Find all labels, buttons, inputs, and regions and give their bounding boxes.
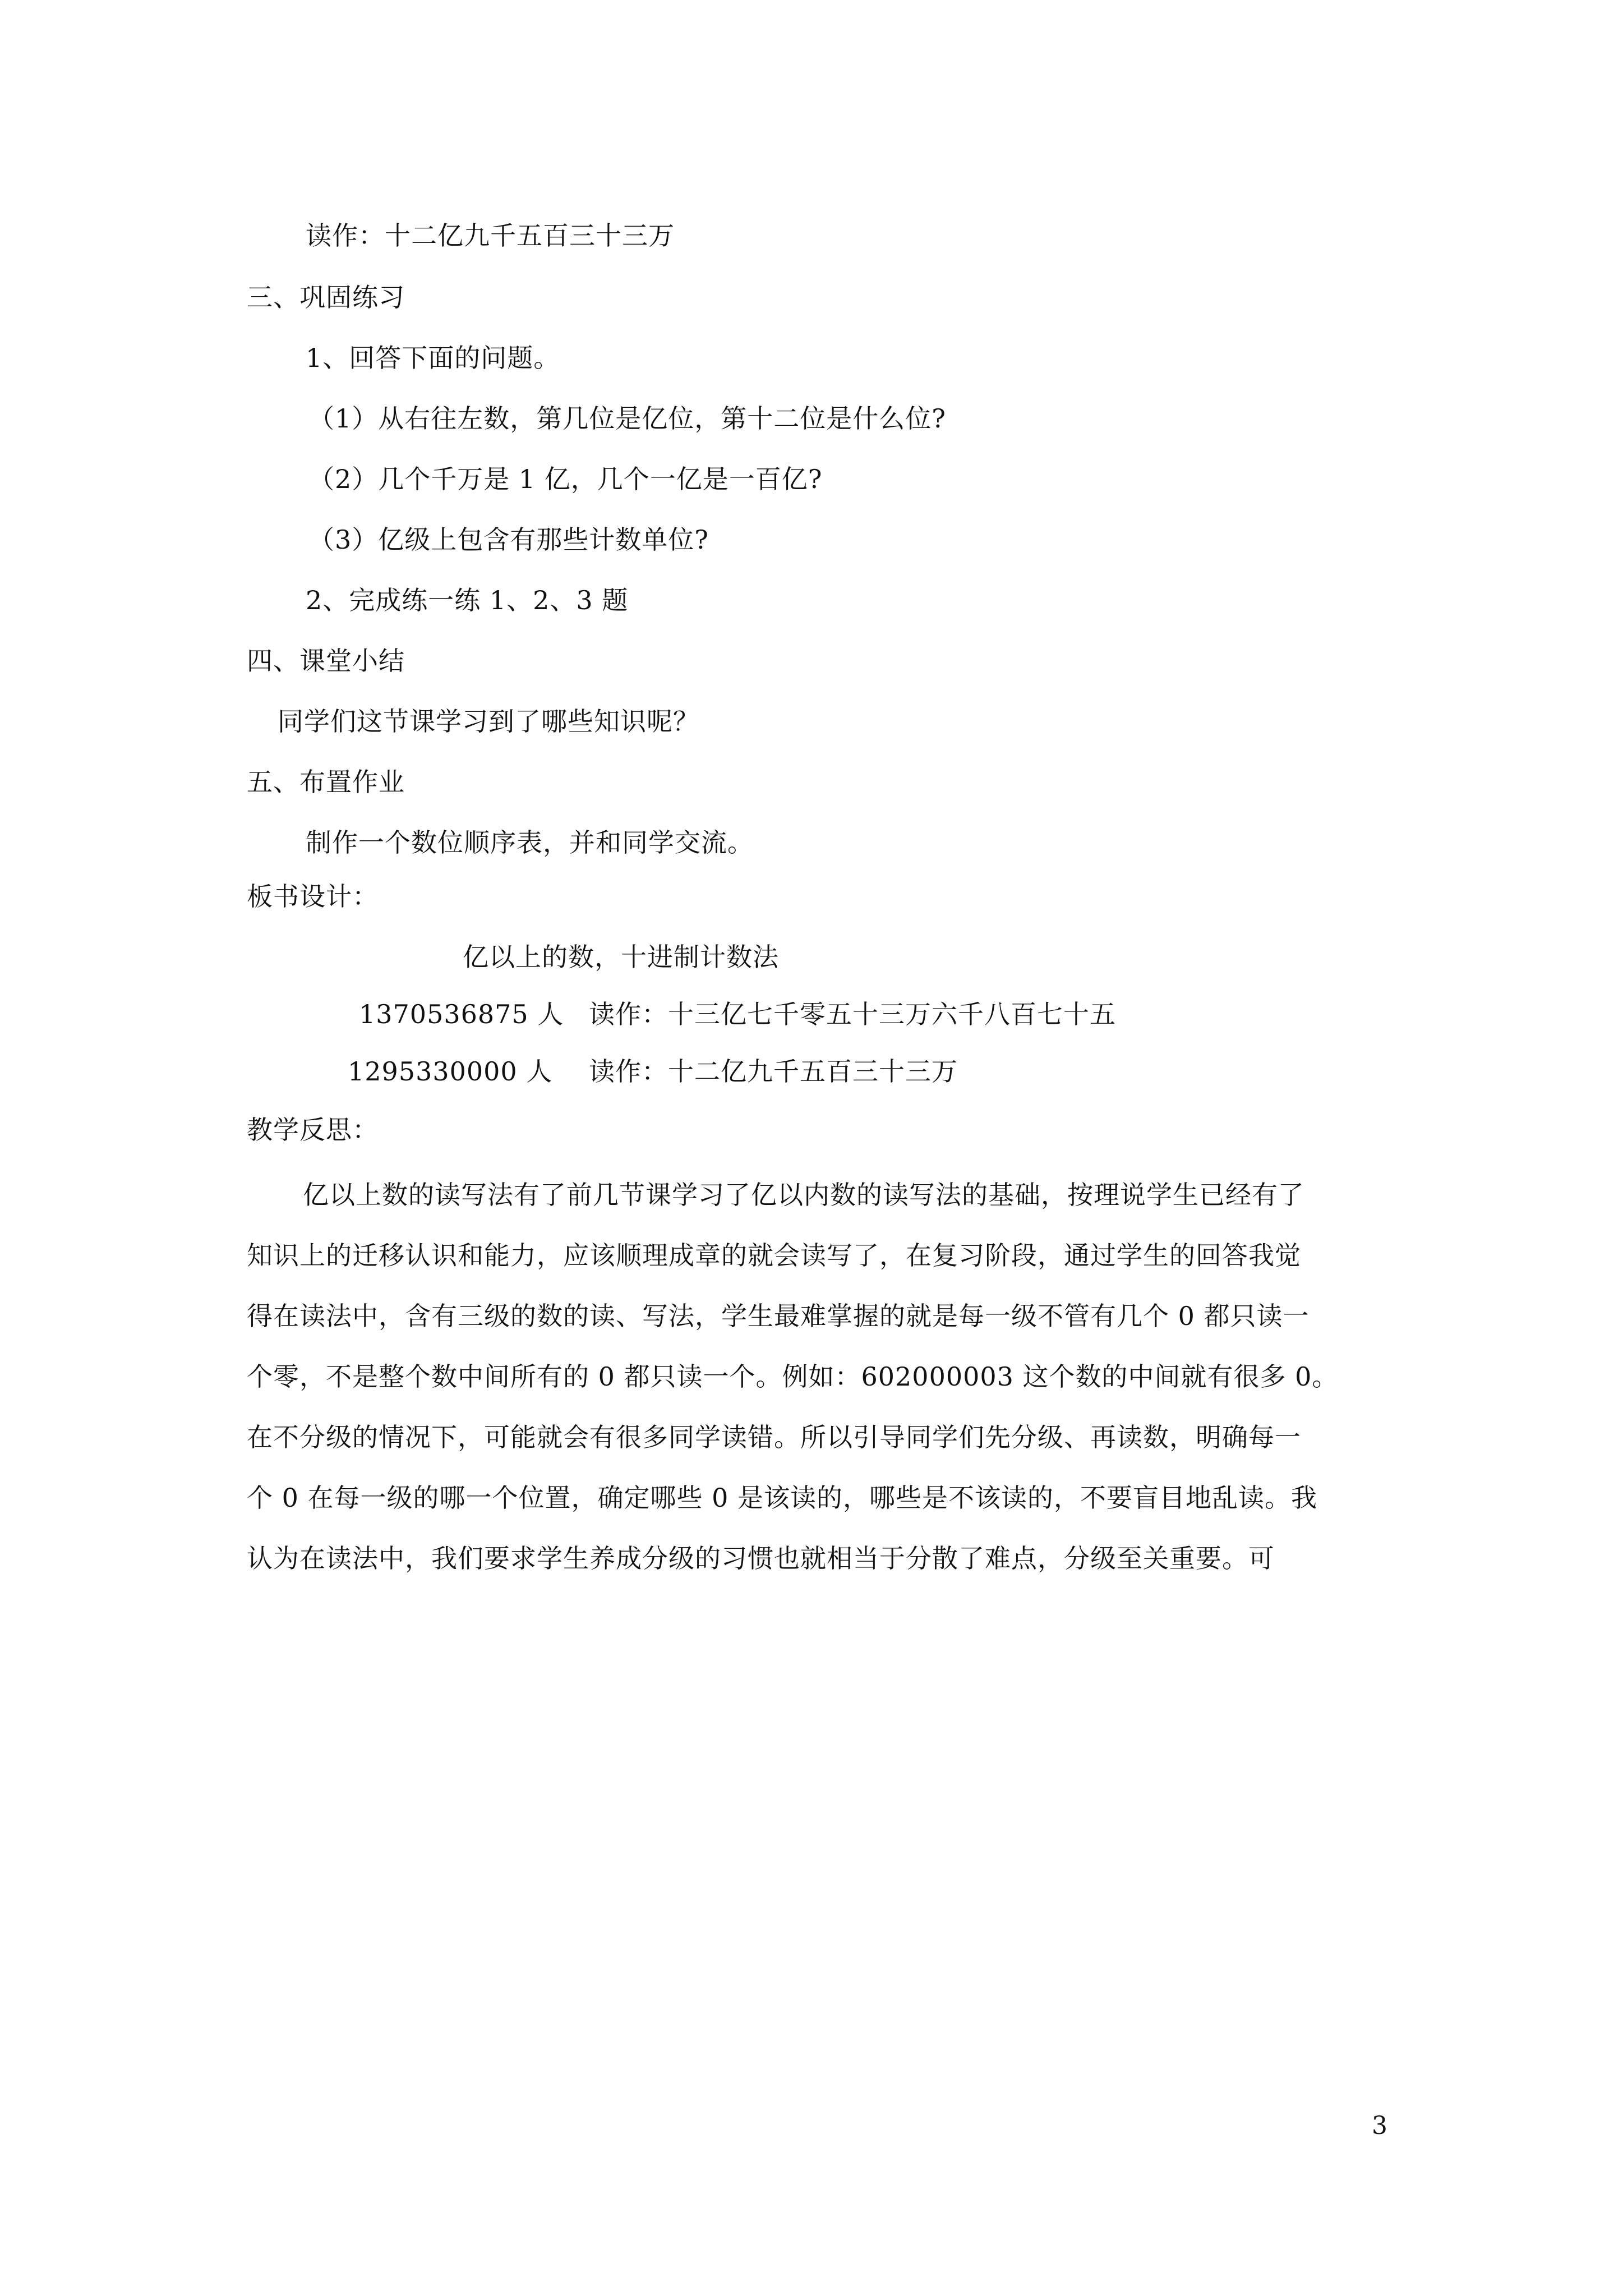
reflection-paragraph [247,1165,1377,1589]
board-design-title: 板书设计： [247,881,379,912]
question-1: 1、回答下面的问题。 [306,343,560,373]
question-1-2: （2）几个千万是 1 亿，几个一亿是一百亿? [308,464,823,494]
reflection-line: 认为在读法中，我们要求学生养成分级的习惯也就相当于分散了难点，分级至关重要。可 [247,1543,1275,1573]
reflection-line: 得在读法中，含有三级的数的读、写法，学生最难掌握的就是每一级不管有几个 0 都只读一 [247,1301,1310,1331]
section-heading-practice: 三、巩固练习 [247,282,405,312]
section-heading-homework: 五、布置作业 [247,767,405,797]
page-number: 3 [1372,2111,1387,2140]
question-2: 2、完成练一练 1、2、3 题 [306,585,629,615]
reflection-line: 个 0 在每一级的哪一个位置，确定哪些 0 是该读的，哪些是不该读的，不要盲目地乱读。我 [247,1483,1318,1513]
board-row-2-number: 1295330000 人 [348,1056,553,1087]
question-1-1: （1）从右往左数，第几位是亿位，第十二位是什么位? [308,403,946,434]
reflection-line: 知识上的迁移认识和能力，应该顺理成章的就会读写了，在复习阶段，通过学生的回答我觉 [247,1240,1301,1271]
reflection-title: 教学反思： [247,1115,379,1145]
reflection-line: 个零，不是整个数中间所有的 0 都只读一个。例如：602000003 这个数的中间就有很多 0。 [247,1361,1339,1392]
homework-text: 制作一个数位顺序表，并和同学交流。 [306,827,754,858]
question-1-3: （3）亿级上包含有那些计数单位? [308,524,709,555]
board-row-1-reading: 读作：十三亿七千零五十三万六千八百七十五 [589,999,1116,1029]
summary-text: 同学们这节课学习到了哪些知识呢？ [278,706,699,737]
reflection-line: 亿以上数的读写法有了前几节课学习了亿以内数的读写法的基础，按理说学生已经有了 [303,1180,1304,1210]
section-heading-summary: 四、课堂小结 [247,646,405,676]
reading-line: 读作：十二亿九千五百三十三万 [306,220,675,251]
board-row-2-reading: 读作：十二亿九千五百三十三万 [589,1056,958,1087]
board-heading: 亿以上的数，十进制计数法 [463,942,779,972]
reflection-line: 在不分级的情况下，可能就会有很多同学读错。所以引导同学们先分级、再读数，明确每一 [247,1422,1301,1452]
board-row-1-number: 1370536875 人 [359,999,564,1029]
